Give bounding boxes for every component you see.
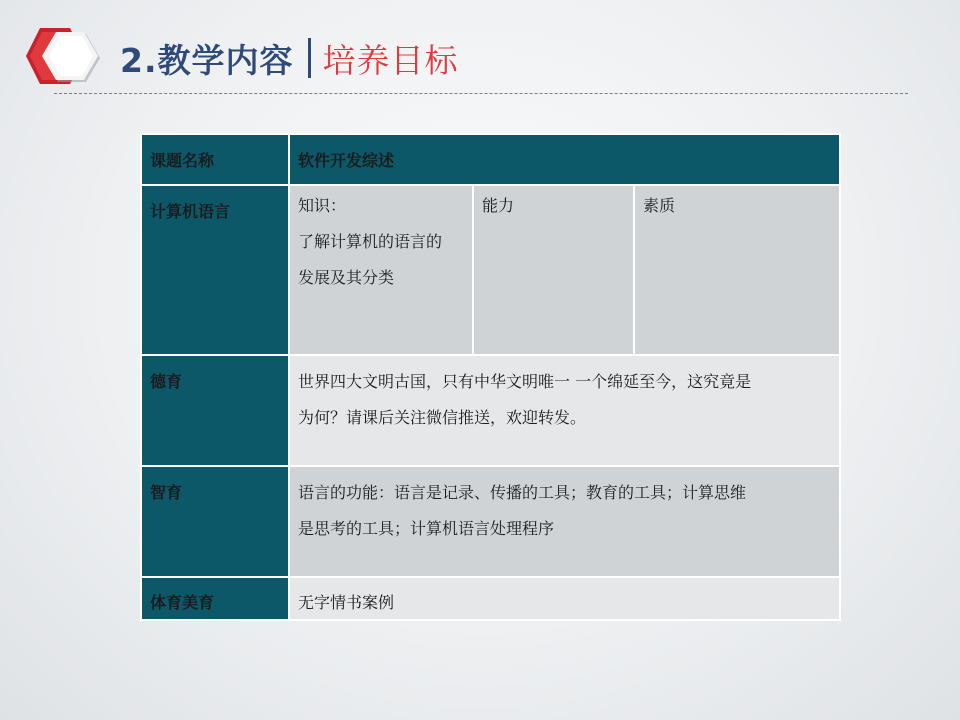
language-label: 计算机语言	[141, 185, 289, 355]
table-row-moral	[141, 355, 840, 466]
physical-aesthetic-value: 无字情书案例	[289, 577, 840, 620]
red-hexagon-logo-icon	[24, 24, 108, 88]
physical-aesthetic-label: 体育美育	[141, 577, 289, 620]
moral-label: 德育	[141, 355, 289, 466]
header-divider	[54, 93, 908, 94]
title-divider	[308, 38, 311, 78]
intellect-text-line-1: 语言的功能：语言是记录、传播的工具；教育的工具；计算思维	[298, 483, 747, 502]
table-row-intellect	[141, 466, 840, 577]
knowledge-line-3: 发展及其分类	[298, 268, 395, 287]
knowledge-line-2: 了解计算机的语言的	[298, 232, 443, 251]
moral-text-line-1: 世界四大文明古国，只有中华文明唯一 一个绵延至今，这究竟是	[298, 372, 752, 391]
knowledge-line-1: 知识：	[298, 196, 347, 215]
topic-value: 软件开发综述	[289, 134, 840, 185]
objectives-table	[140, 133, 841, 621]
slide-title: 2.教学内容	[120, 40, 294, 80]
moral-text-line-2: 为何？请课后关注微信推送，欢迎转发。	[298, 408, 587, 427]
moral-text	[289, 355, 840, 466]
knowledge-cell	[289, 185, 473, 355]
intellect-text	[289, 466, 840, 577]
table-row-topic	[141, 134, 840, 185]
slide-subtitle: 培养目标	[322, 40, 459, 80]
intellect-text-line-2: 是思考的工具；计算机语言处理程序	[298, 519, 555, 538]
slide-header	[120, 30, 459, 86]
ability-cell: 能力	[473, 185, 634, 355]
quality-cell: 素质	[634, 185, 840, 355]
intellect-label: 智育	[141, 466, 289, 577]
table-row-language	[141, 185, 840, 355]
topic-label: 课题名称	[141, 134, 289, 185]
table-row-physical-aesthetic	[141, 577, 840, 620]
